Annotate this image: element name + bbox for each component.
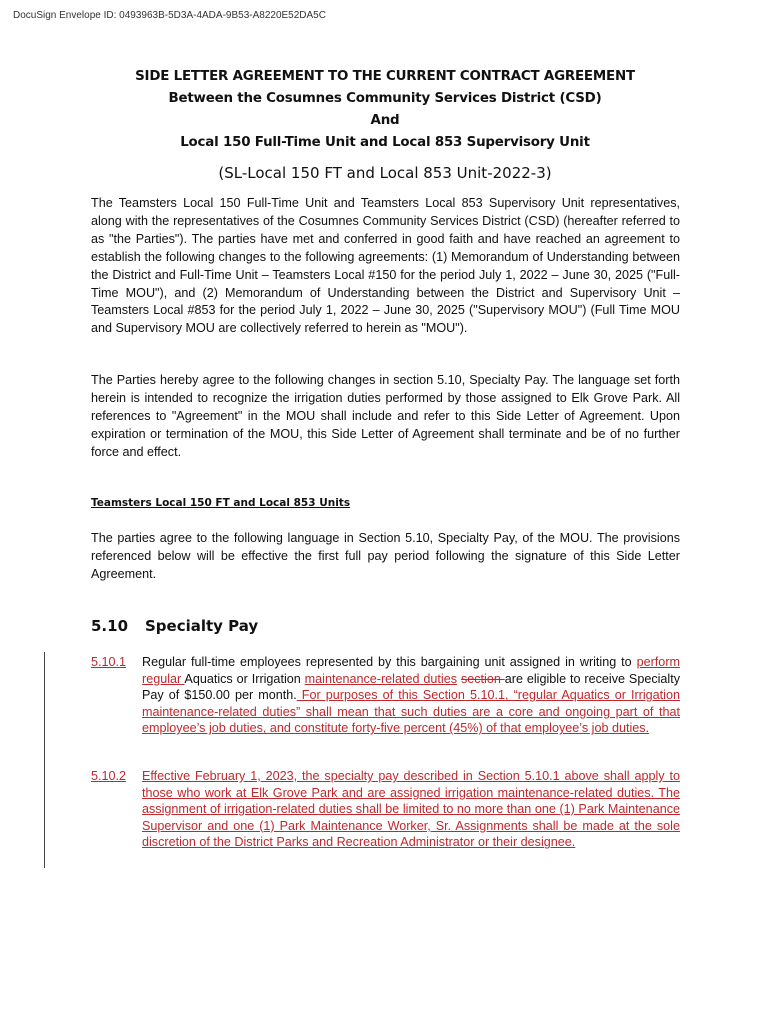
document-title xyxy=(0,66,770,154)
inserted-text: maintenance-related duties xyxy=(304,671,458,686)
title-line-4: Local 150 Full-Time Unit and Local 853 Supervisory Unit xyxy=(180,135,590,150)
section-number: 5.10 xyxy=(91,617,129,635)
document-subtitle: (SL-Local 150 FT and Local 853 Unit-2022-3) xyxy=(218,164,552,182)
inserted-text: perform regular xyxy=(142,655,680,686)
section-heading xyxy=(91,617,258,635)
clause-number: 5.10.1 xyxy=(91,655,127,669)
clause-text xyxy=(142,654,680,737)
clause-number: 5.10.2 xyxy=(91,769,127,783)
clause-text xyxy=(142,768,680,851)
inserted-text: For purposes of this Section 5.10.1, “regular Aquatics or Irrigation maintenance-related duties” shall mean that such duties are a core and ongoing part of that employee’s job duties, and constitute forty-five percent (45%) of that employee’s job duties. xyxy=(142,688,680,736)
deleted-text: section xyxy=(460,671,505,686)
clause-5-10-1 xyxy=(91,654,680,737)
docusign-envelope-id: DocuSign Envelope ID: 0493963B-5D3A-4ADA-9B53-A8220E52DA5C xyxy=(13,10,326,21)
title-line-2: Between the Cosumnes Community Services District (CSD) xyxy=(168,91,602,106)
units-section-label: Teamsters Local 150 FT and Local 853 Units xyxy=(91,497,351,509)
clause-text-run: are eligible to receive Specialty Pay of $150.00 per month. xyxy=(142,671,681,703)
section-title: Specialty Pay xyxy=(145,617,259,635)
provisions-paragraph: The parties agree to the following language in Section 5.10, Specialty Pay, of the MOU. The provisions referenced below will be effective the first full pay period following the signature of this Side Letter Agreement. xyxy=(91,531,680,581)
title-line-1: SIDE LETTER AGREEMENT TO THE CURRENT CONTRACT AGREEMENT xyxy=(135,69,635,84)
clause-text-run: Regular full-time employees represented by this bargaining unit assigned in writing to xyxy=(142,655,637,669)
agreement-paragraph: The Parties hereby agree to the following changes in section 5.10, Specialty Pay. The language set forth herein is intended to recognize the irrigation duties performed by those assigned to Elk Grove Park. All references to "Agreement" in the MOU shall include and refer to this Side Letter of Agreement. Upon expiration or termination of the MOU, this Side Letter of Agreement shall terminate and be of no further force and effect. xyxy=(91,373,680,459)
title-line-3: And xyxy=(370,113,400,128)
inserted-text: Effective February 1, 2023, the specialty pay described in Section 5.10.1 above shall apply to those who work at Elk Grove Park and are assigned irrigation maintenance-related duties. The assignment of irrigation-related duties shall be limited to no more than one (1) Park Maintenance Supervisor and one (1) Park Maintenance Worker, Sr. Assignments shall be made at the sole discretion of the District Parks and Recreation Administrator or their designee. xyxy=(142,769,680,850)
clause-text-run: Aquatics or Irrigation xyxy=(184,671,305,686)
revision-change-bar xyxy=(44,652,45,868)
intro-paragraph: The Teamsters Local 150 Full-Time Unit and Teamsters Local 853 Supervisory Unit representatives, along with the representatives of the Cosumnes Community Services District (CSD) (hereafter referred to as "the Parties"). The parties have met and conferred in good faith and have reached an agreement to establish the following changes to the following agreements: (1) Memorandum of Understanding between the District and Full-Time Unit – Teamsters Local #150 for the period July 1, 2022 – June 30, 2025 ("Full-Time MOU"), and (2) Memorandum of Understanding between the District and Supervisory Unit – Teamsters Local #853 for the period July 1, 2022 – June 30, 2025 ("Supervisory MOU") (Full Time MOU and Supervisory MOU are collectively referred to herein as "MOU"). xyxy=(91,196,680,336)
clause-5-10-2 xyxy=(91,768,680,851)
